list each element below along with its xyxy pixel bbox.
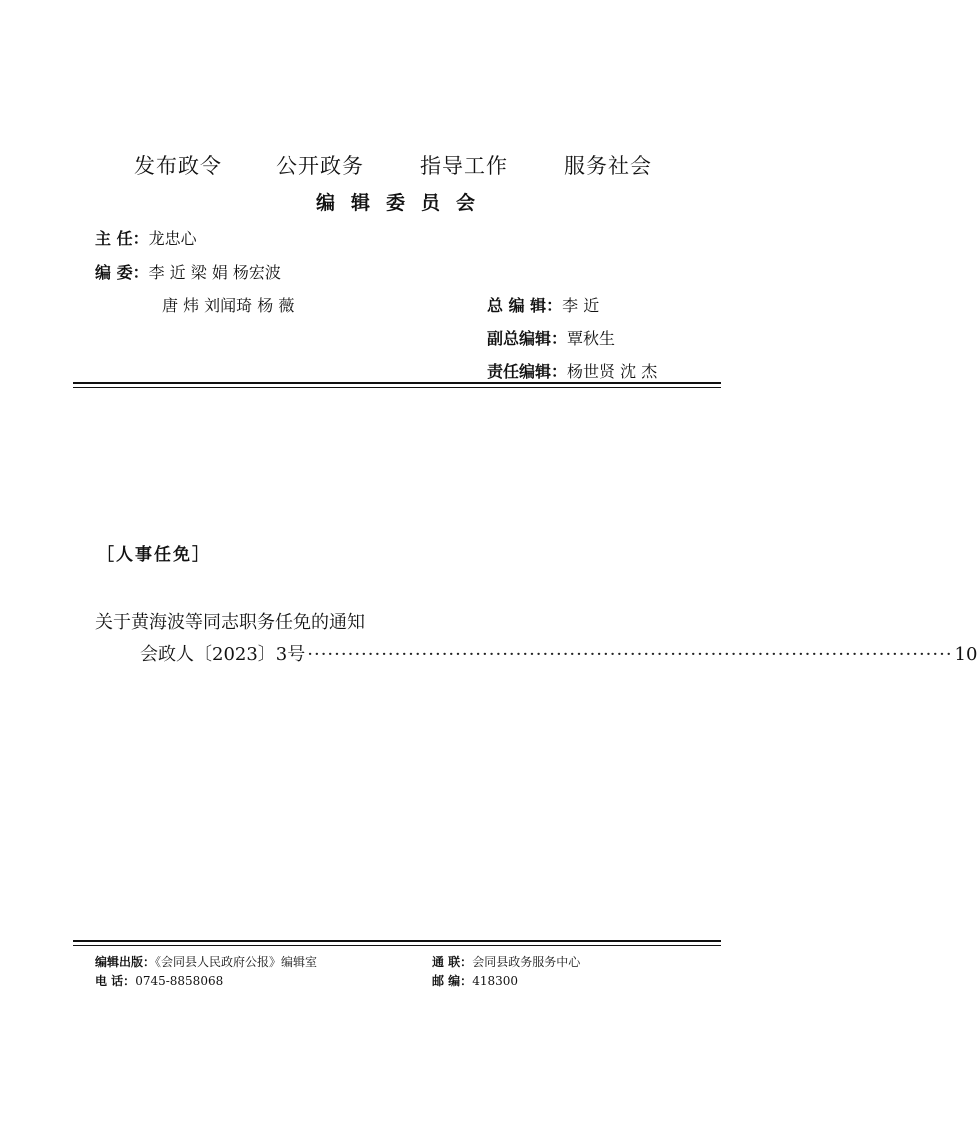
footer-publisher [95,953,317,970]
toc-entry-line[interactable] [140,640,977,666]
slogan-1: 发布政令 [134,154,222,178]
toc-entry-page: 10 [954,644,977,665]
deputy-editor-label: 副总编辑： [487,329,568,348]
toc-entry-doc-number: 会政人〔2023〕3号 [140,644,306,665]
director-row [95,226,197,249]
slogan-2: 公开政务 [276,154,364,178]
committee-title: 编辑委员会 [315,192,491,214]
footer-rule-thin [73,945,721,946]
slogan-4: 服务社会 [564,154,652,178]
chief-editor-name: 李 近 [562,296,600,315]
director-label: 主 任： [95,229,149,248]
director-name: 龙忠心 [148,229,197,248]
footer-phone [95,972,223,989]
responsible-editor-label: 责任编辑： [487,362,568,381]
footer-contact [432,953,580,970]
chief-editor-row [487,293,599,316]
deputy-editor-name: 覃秋生 [567,329,616,348]
members-row-1 [95,260,281,283]
header-rule-thin [73,387,721,388]
footer-postcode-label: 邮 编： [432,974,473,988]
deputy-editor-row [487,326,615,349]
footer-publisher-value: 《会同县人民政府公报》编辑室 [155,955,318,969]
members-names-1: 李 近 梁 娟 杨宏波 [148,263,281,282]
toc-leader-dots: ································································································ [307,644,953,665]
responsible-editor-row [487,359,657,382]
toc-entry-title[interactable]: 关于黄海波等同志职务任免的通知 [95,612,365,633]
footer-phone-value: 0745-8858068 [135,974,224,988]
header-rule-thick [73,382,721,384]
toc-section-heading: ［人事任免］ [97,545,211,565]
slogan-3: 指导工作 [420,154,508,178]
footer-contact-value: 会同县政务服务中心 [472,955,581,969]
members-row-2: 唐 炜 刘闻琦 杨 薇 [162,296,295,315]
footer-rule-thick [73,940,721,942]
footer-publisher-label: 编辑出版： [95,955,156,969]
members-label: 编 委： [95,263,149,282]
responsible-editor-names: 杨世贤 沈 杰 [567,362,658,381]
footer-phone-label: 电 话： [95,974,136,988]
chief-editor-label: 总 编 辑： [487,296,563,315]
footer-postcode [432,972,518,989]
footer-contact-label: 通 联： [432,955,473,969]
footer-postcode-value: 418300 [472,974,518,988]
